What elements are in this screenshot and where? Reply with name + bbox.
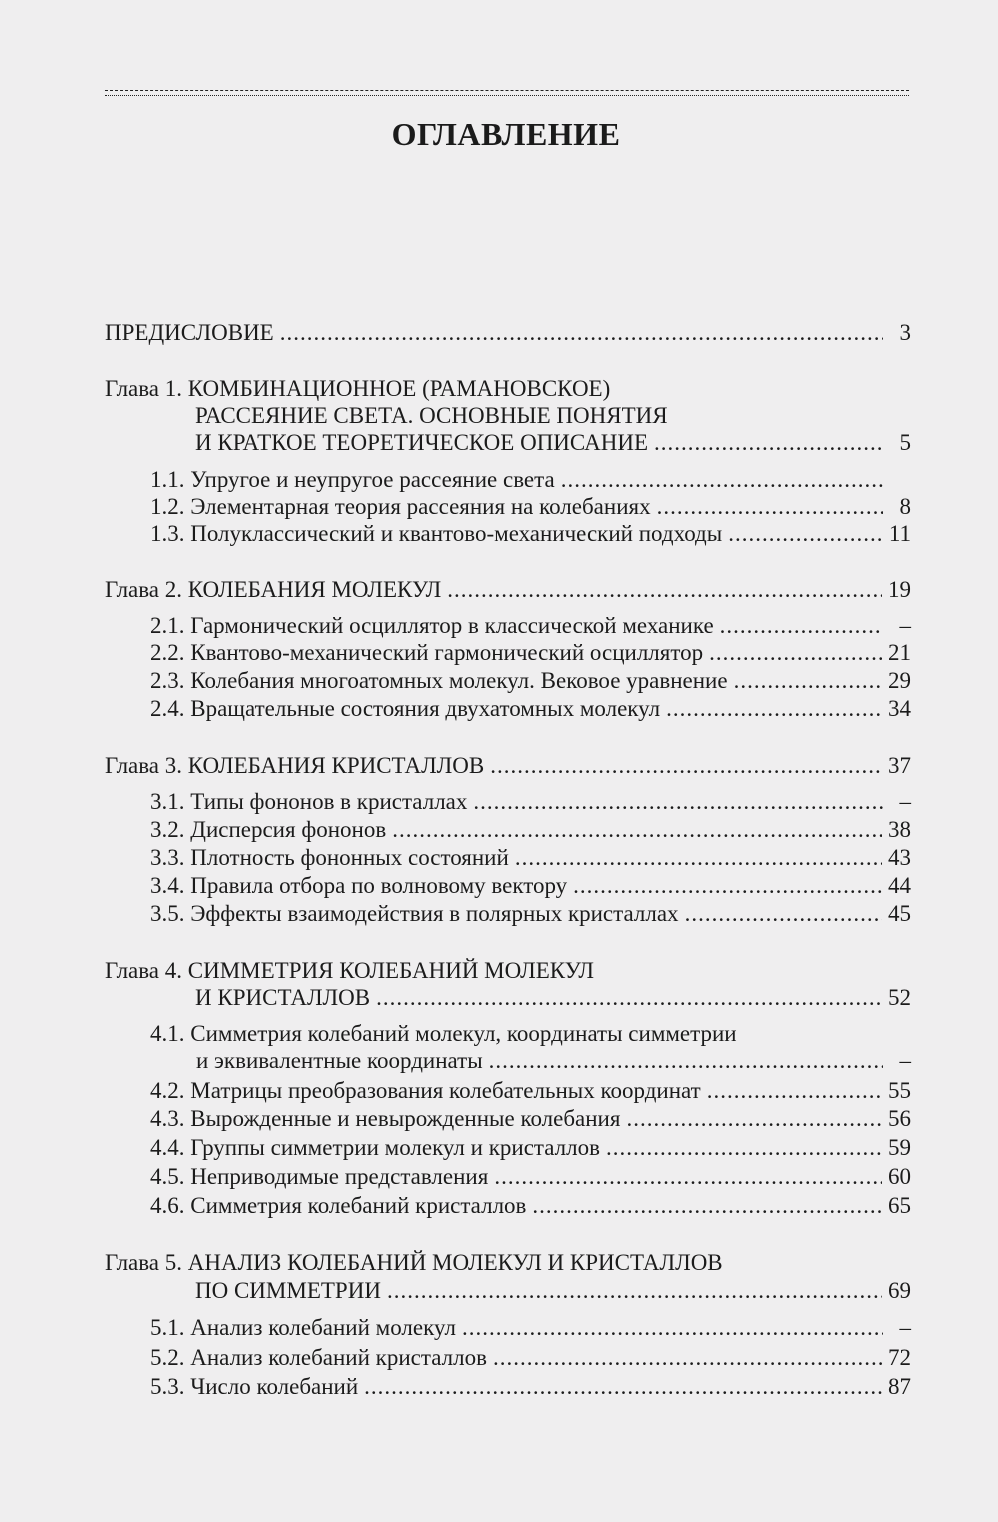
leader-dots bbox=[657, 492, 883, 522]
chapter-heading: Глава 3. КОЛЕБАНИЯ КРИСТАЛЛОВ bbox=[105, 753, 485, 778]
leader-dots bbox=[532, 1191, 882, 1221]
toc-entry-preface[interactable] bbox=[105, 318, 911, 348]
toc-entry-label: 3.4. Правила отбора по волновому вектору bbox=[150, 873, 568, 898]
chapter-heading-cont: И КРИСТАЛЛОВ bbox=[195, 985, 371, 1010]
toc-entry-section[interactable] bbox=[150, 1104, 911, 1134]
toc-page-number: – bbox=[899, 1315, 911, 1340]
toc-entry-section[interactable] bbox=[150, 815, 911, 845]
leader-dots bbox=[728, 519, 883, 549]
toc-entry-section[interactable] bbox=[150, 1372, 911, 1402]
chapter-heading: Глава 2. КОЛЕБАНИЯ МОЛЕКУЛ bbox=[105, 577, 442, 602]
toc-entry-label: 4.5. Неприводимые представления bbox=[150, 1164, 489, 1189]
toc-page-number: 11 bbox=[888, 521, 911, 546]
leader-dots bbox=[489, 1046, 883, 1076]
leader-dots bbox=[462, 1313, 883, 1343]
toc-entry-label: 3.2. Дисперсия фононов bbox=[150, 817, 387, 842]
toc-entry-label: 4.2. Матрицы преобразования колебательных координат bbox=[150, 1078, 701, 1103]
toc-page-number: 44 bbox=[888, 873, 911, 898]
toc-entry-chapter[interactable] bbox=[195, 1276, 911, 1306]
leader-dots bbox=[376, 983, 882, 1013]
toc-page-number: 34 bbox=[888, 696, 911, 721]
toc-page-number: 37 bbox=[888, 753, 911, 778]
leader-dots bbox=[447, 575, 882, 605]
toc-entry-section[interactable] bbox=[150, 1162, 911, 1192]
leader-dots bbox=[626, 1104, 882, 1134]
toc-entry-chapter[interactable] bbox=[195, 428, 911, 458]
toc-entry-label: 4.3. Вырожденные и невырожденные колебания bbox=[150, 1106, 621, 1131]
toc-page-number: – bbox=[899, 789, 911, 814]
toc-page-number: 5 bbox=[899, 430, 911, 455]
toc-entry-section[interactable] bbox=[150, 611, 911, 641]
leader-dots bbox=[654, 428, 883, 458]
chapter-heading[interactable]: Глава 4. СИММЕТРИЯ КОЛЕБАНИЙ МОЛЕКУЛ bbox=[105, 958, 594, 983]
toc-entry-label: 1.2. Элементарная теория рассеяния на колебаниях bbox=[150, 494, 651, 519]
chapter-heading-cont: РАССЕЯНИЕ СВЕТА. ОСНОВНЫЕ ПОНЯТИЯ bbox=[195, 403, 668, 428]
leader-dots bbox=[490, 751, 882, 781]
chapter-heading[interactable]: Глава 1. КОМБИНАЦИОННОЕ (РАМАНОВСКОЕ) bbox=[105, 376, 611, 401]
toc-page-number: 72 bbox=[888, 1345, 911, 1370]
toc-page-number: 87 bbox=[888, 1374, 911, 1399]
leader-dots bbox=[666, 694, 882, 724]
toc-entry-label: 2.3. Колебания многоатомных молекул. Вековое уравнение bbox=[150, 668, 728, 693]
page-title: ОГЛАВЛЕНИЕ bbox=[391, 116, 621, 152]
toc-entry-label: 2.2. Квантово-механический гармонический осциллятор bbox=[150, 640, 704, 665]
toc-entry-section[interactable] bbox=[150, 843, 911, 873]
toc-page-number: 8 bbox=[899, 494, 911, 519]
toc-page-number: – bbox=[899, 613, 911, 638]
leader-dots bbox=[494, 1162, 882, 1192]
toc-entry-label: ПРЕДИСЛОВИЕ bbox=[105, 320, 274, 345]
toc-entry-section[interactable] bbox=[150, 1343, 911, 1373]
toc-page-number: 19 bbox=[888, 577, 911, 602]
toc-page-number: 21 bbox=[888, 640, 911, 665]
toc-page-number: 38 bbox=[888, 817, 911, 842]
chapter-heading-cont: И КРАТКОЕ ТЕОРЕТИЧЕСКОЕ ОПИСАНИЕ bbox=[195, 430, 648, 455]
chapter-heading-cont: ПО СИММЕТРИИ bbox=[195, 1278, 381, 1303]
toc-entry-label: 2.1. Гармонический осциллятор в классической механике bbox=[150, 613, 714, 638]
toc-entry-label: 4.4. Группы симметрии молекул и кристаллов bbox=[150, 1135, 600, 1160]
top-rule bbox=[105, 90, 909, 91]
leader-dots bbox=[734, 666, 882, 696]
leader-dots bbox=[387, 1276, 882, 1306]
toc-page-number: 29 bbox=[888, 668, 911, 693]
leader-dots bbox=[515, 843, 882, 873]
toc-entry-section[interactable] bbox=[150, 1133, 911, 1163]
toc-entry-section[interactable] bbox=[150, 787, 911, 817]
leader-dots bbox=[606, 1133, 882, 1163]
leader-dots bbox=[720, 611, 883, 641]
toc-entry-section[interactable] bbox=[150, 899, 911, 929]
toc-entry-section[interactable] bbox=[196, 1046, 911, 1076]
leader-dots bbox=[561, 465, 883, 495]
toc-page-number: 52 bbox=[888, 985, 911, 1010]
toc-entry-label: 2.4. Вращательные состояния двухатомных молекул bbox=[150, 696, 661, 721]
toc-entry-label: 5.2. Анализ колебаний кристаллов bbox=[150, 1345, 487, 1370]
toc-entry-label: 3.5. Эффекты взаимодействия в полярных кристаллах bbox=[150, 901, 679, 926]
toc-entry-label: 3.3. Плотность фононных состояний bbox=[150, 845, 509, 870]
toc-entry-label: 5.1. Анализ колебаний молекул bbox=[150, 1315, 456, 1340]
toc-entry-section[interactable] bbox=[150, 1191, 911, 1221]
toc-entry-section[interactable] bbox=[150, 638, 911, 668]
toc-entry-label: 1.1. Упругое и неупругое рассеяние света bbox=[150, 467, 555, 492]
leader-dots bbox=[685, 899, 882, 929]
toc-entry-section[interactable] bbox=[150, 694, 911, 724]
leader-dots bbox=[707, 1076, 882, 1106]
toc-page-number: 56 bbox=[888, 1106, 911, 1131]
toc-entry-label: 5.3. Число колебаний bbox=[150, 1374, 359, 1399]
toc-page-number: 69 bbox=[888, 1278, 911, 1303]
toc-page-number: 55 bbox=[888, 1078, 911, 1103]
toc-entry-label: 3.1. Типы фононов в кристаллах bbox=[150, 789, 468, 814]
toc-entry-label: 4.6. Симметрия колебаний кристаллов bbox=[150, 1193, 527, 1218]
leader-dots bbox=[709, 638, 882, 668]
toc-entry-label: 1.3. Полуклассический и квантово-механический подходы bbox=[150, 521, 723, 546]
leader-dots bbox=[493, 1343, 882, 1373]
toc-page-number: 45 bbox=[888, 901, 911, 926]
toc-page-number: 3 bbox=[899, 320, 911, 345]
toc-page-number: 59 bbox=[888, 1135, 911, 1160]
toc-page-number: – bbox=[899, 1048, 911, 1073]
leader-dots bbox=[364, 1372, 882, 1402]
top-rule-dotted bbox=[105, 95, 909, 96]
toc-entry-section[interactable]: 4.1. Симметрия колебаний молекул, координаты симметрии bbox=[150, 1021, 737, 1046]
toc-page-number: 43 bbox=[888, 845, 911, 870]
toc-entry-section[interactable] bbox=[150, 666, 911, 696]
toc-entry-chapter[interactable] bbox=[195, 983, 911, 1013]
chapter-heading[interactable]: Глава 5. АНАЛИЗ КОЛЕБАНИЙ МОЛЕКУЛ И КРИСТАЛЛОВ bbox=[105, 1250, 723, 1275]
toc-entry-section[interactable] bbox=[150, 492, 911, 522]
toc-entry-chapter[interactable] bbox=[105, 575, 911, 605]
toc-page-number: 60 bbox=[888, 1164, 911, 1189]
toc-entry-section[interactable] bbox=[150, 1076, 911, 1106]
leader-dots bbox=[392, 815, 882, 845]
toc-entry-section[interactable] bbox=[150, 465, 911, 495]
toc-entry-chapter[interactable] bbox=[105, 751, 911, 781]
leader-dots bbox=[280, 318, 883, 348]
toc-entry-section[interactable] bbox=[150, 871, 911, 901]
leader-dots bbox=[473, 787, 883, 817]
toc-page-number: 65 bbox=[888, 1193, 911, 1218]
toc-entry-section[interactable] bbox=[150, 1313, 911, 1343]
leader-dots bbox=[573, 871, 882, 901]
toc-entry-label: и эквивалентные координаты bbox=[196, 1048, 483, 1073]
toc-entry-section[interactable] bbox=[150, 519, 911, 549]
